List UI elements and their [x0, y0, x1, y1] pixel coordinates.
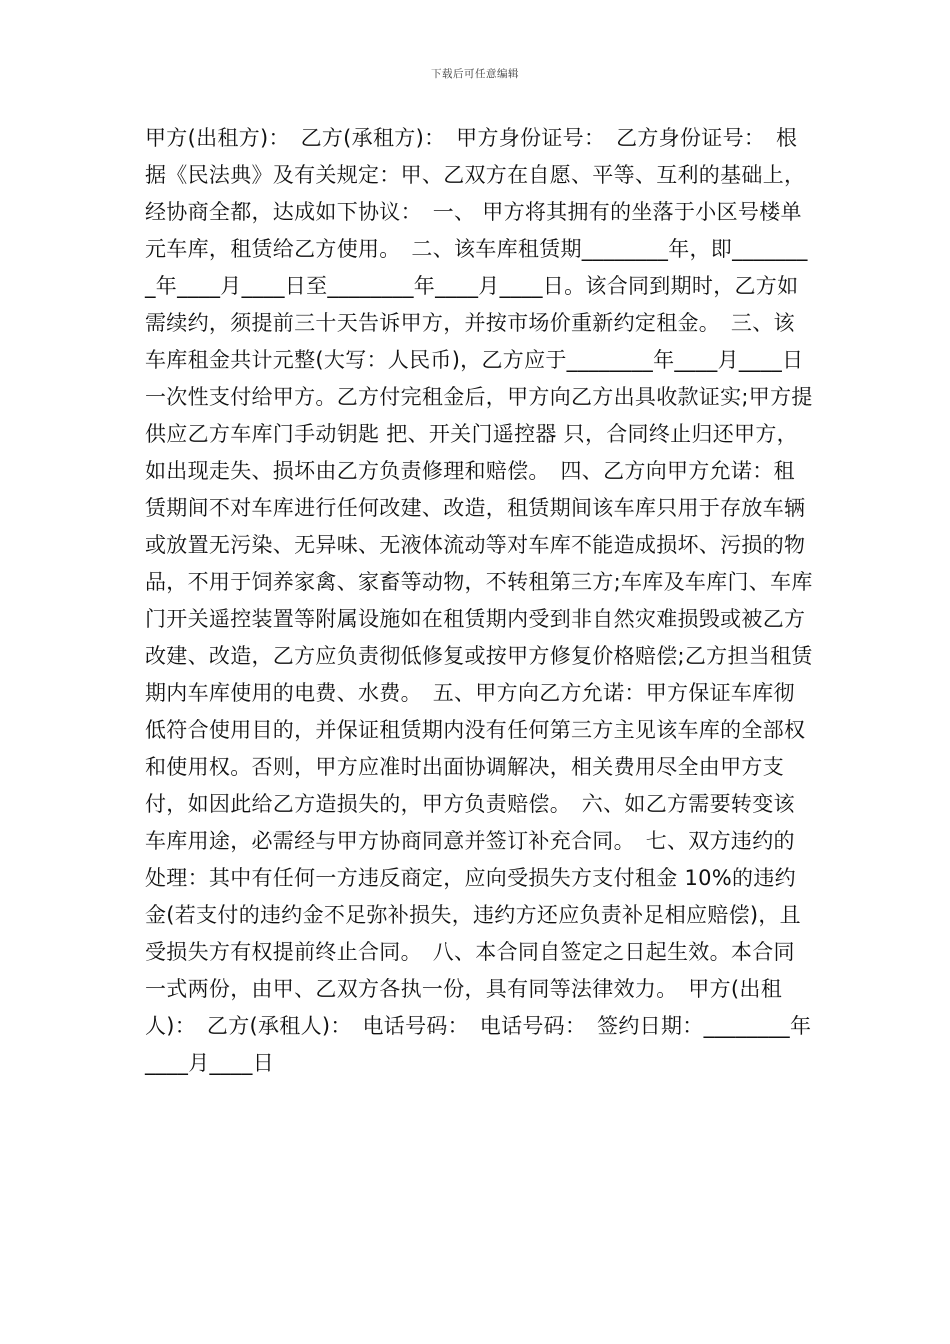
page-header: 下载后可任意编辑 [431, 68, 519, 80]
contract-body-text: 甲方(出租方)： 乙方(承租方)： 甲方身份证号： 乙方身份证号： 根据《民法典》及有关规定：甲、乙双方在自愿、平等、互利的基础上，经协商全都，达成如下协议： 一、 甲方将其拥有的坐落于小区号楼单元车库，租赁给乙方使用。 二、该车库租赁期________年，即________年____月____日至________年____月____日。该合同到期时，乙方如需续约，须提前三十天告诉甲方，并按市场价重新约定租金。 三、该车库租金共计元整(大写：人民币)，乙方应于________年____月____日一次性支付给甲方。乙方付完租金后，甲方向乙方出具收款证实;甲方提供应乙方车库门手动钥匙 把、开关门遥控器 只，合同终止归还甲方，如出现走失、损坏由乙方负责修理和赔偿。 四、乙方向甲方允诺：租赁期间不对车库进行任何改建、改造，租赁期间该车库只用于存放车辆或放置无污染、无异味、无液体流动等对车库不能造成损坏、污损的物品，不用于饲养家禽、家畜等动物，不转租第三方;车库及车库门、车库门开关遥控装置等附属设施如在租赁期内受到非自然灾难损毁或被乙方改建、改造，乙方应负责彻低修复或按甲方修复价格赔偿;乙方担当租赁期内车库使用的电费、水费。 五、甲方向乙方允诺：甲方保证车库彻低符合使用目的，并保证租赁期内没有任何第三方主见该车库的全部权和使用权。否则，甲方应准时出面协调解决，相关费用尽全由甲方支付，如因此给乙方造损失的，甲方负责赔偿。 六、如乙方需要转变该车库用途，必需经与甲方协商同意并签订补充合同。 七、双方违约的处理：其中有任何一方违反商定，应向受损失方支付租金 10%的违约金(若支付的违约金不足弥补损失，违约方还应负责补足相应赔偿)，且受损失方有权提前终止合同。 八、本合同自签定之日起生效。本合同一式两份，由甲、乙双方各执一份，具有同等法律效力。 甲方(出租人)： 乙方(承租人)： 电话号码： 电话号码： 签约日期：________年____月____日 [145, 126, 813, 1075]
